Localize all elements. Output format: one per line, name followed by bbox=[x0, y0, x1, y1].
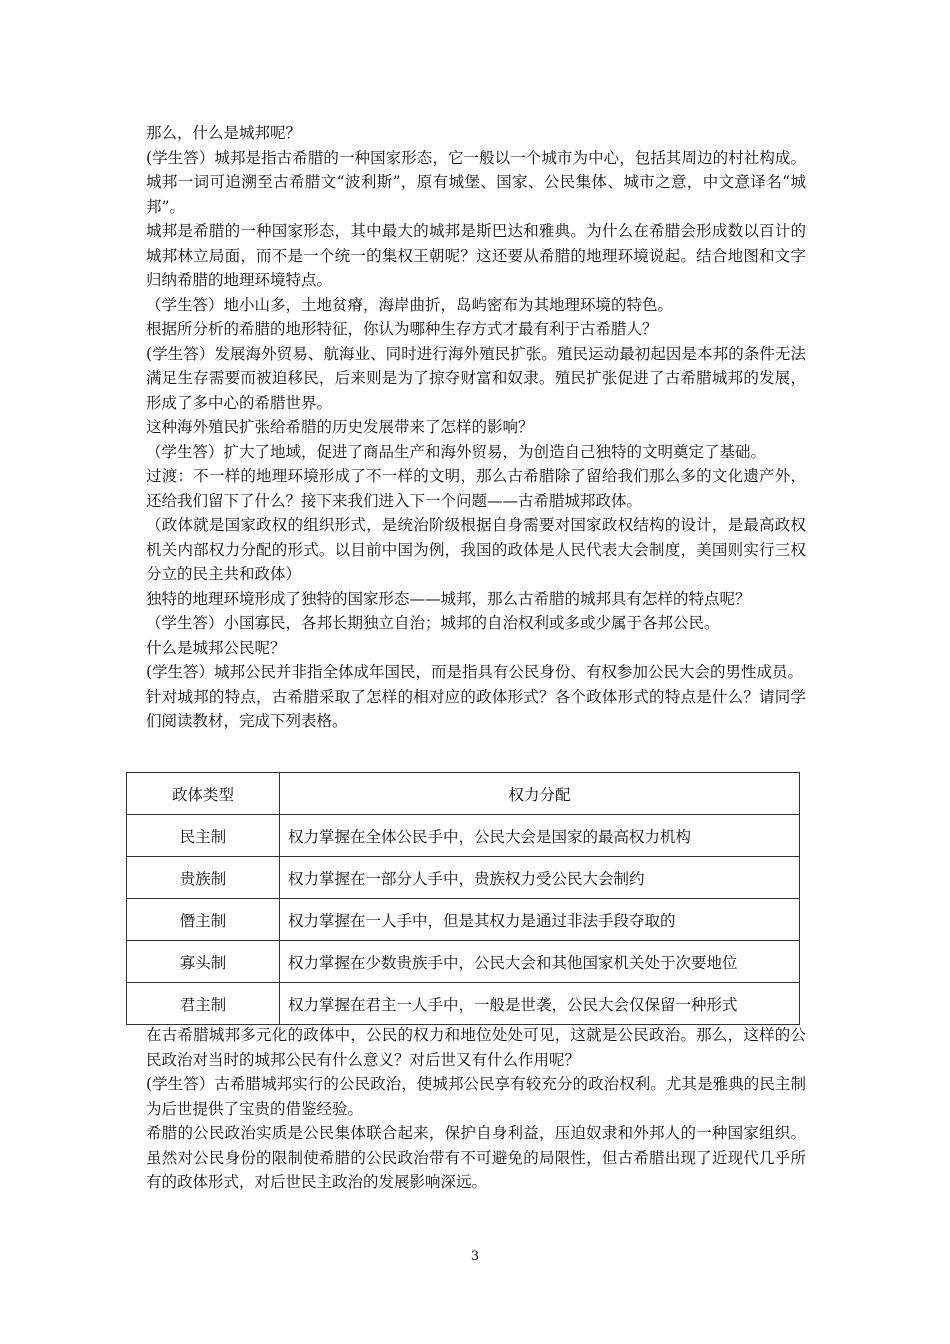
cell-power: 权力掌握在少数贵族手中，公民大会和其他国家机关处于次要地位 bbox=[280, 941, 800, 983]
table-row bbox=[127, 857, 800, 899]
paragraph: 根据所分析的希腊的地形特征，你认为哪种生存方式才最有利于古希腊人？ bbox=[146, 320, 658, 338]
paragraph: （政体就是国家政权的组织形式，是统治阶级根据自身需要对国家政权结构的设计，是最高政权机关内部权力分配的形式。以目前中国为例，我国的政体是人民代表大会制度，美国则实行三权分立的民主共和政体） bbox=[146, 516, 806, 583]
paragraph: 独特的地理环境形成了独特的国家形态——城邦，那么古希腊的城邦具有怎样的特点呢？ bbox=[146, 589, 751, 608]
column-header-type: 政体类型 bbox=[127, 773, 280, 815]
table-header-row bbox=[127, 773, 800, 815]
page-number: 3 bbox=[470, 1249, 480, 1264]
table-row bbox=[127, 899, 800, 941]
paragraph: （学生答）小国寡民，各邦长期独立自治；城邦的自治权利或多或少属于各邦公民。 bbox=[146, 614, 720, 632]
paragraph: 那么，什么是城邦呢？ bbox=[146, 124, 302, 142]
table-row bbox=[127, 983, 800, 1025]
paragraph: 希腊的公民政治实质是公民集体联合起来，保护自身利益，压迫奴隶和外邦人的一种国家组织。虽然对公民身份的限制使希腊的公民政治带有不可避免的局限性，但古希腊出现了近现代几乎所有的政体形式，对后世民主政治的发展影响深远。 bbox=[146, 1124, 806, 1191]
paragraph: 在古希腊城邦多元化的政体中，公民的权力和地位处处可见，这就是公民政治。那么，这样的公民政治对当时的城邦公民有什么意义？对后世又有什么作用呢？ bbox=[146, 1026, 806, 1069]
cell-type: 寡头制 bbox=[127, 941, 280, 983]
paragraph: 什么是城邦公民呢？ bbox=[146, 638, 286, 657]
paragraph: (学生答）城邦公民并非指全体成年国民，而是指具有公民身份、有权参加公民大会的男性成员。 bbox=[146, 663, 804, 681]
table-row bbox=[127, 815, 800, 857]
cell-type: 民主制 bbox=[127, 815, 280, 857]
paragraph: 针对城邦的特点，古希腊采取了怎样的相对应的政体形式？各个政体形式的特点是什么？请同学们阅读教材，完成下列表格。 bbox=[146, 687, 806, 730]
body-text-top bbox=[146, 121, 806, 734]
cell-type: 君主制 bbox=[127, 983, 280, 1025]
paragraph: 过渡：不一样的地理环境形成了不一样的文明，那么古希腊除了留给我们那么多的文化遗产外，还给我们留下了什么？接下来我们进入下一个问题——古希腊城邦政体。 bbox=[146, 467, 806, 510]
paragraph: (学生答）发展海外贸易、航海业、同时进行海外殖民扩张。殖民运动最初起因是本邦的条件无法满足生存需要而被迫移民，后来则是为了掠夺财富和奴隶。殖民扩张促进了古希腊城邦的发展，形成了多中心的希腊世界。 bbox=[146, 344, 806, 412]
cell-type: 僭主制 bbox=[127, 899, 280, 941]
column-header-power: 权力分配 bbox=[280, 773, 800, 815]
paragraph: （学生答）扩大了地域，促进了商品生产和海外贸易，为创造自己独特的文明奠定了基础。 bbox=[146, 442, 767, 461]
body-text-bottom bbox=[146, 1023, 806, 1195]
paragraph: (学生答）城邦是指古希腊的一种国家形态，它一般以一个城市为中心，包括其周边的村社构成。 城邦一词可追溯至古希腊文“波利斯”，原有城堡、国家、公民集体、城市之意，中文意译名“城邦”。 bbox=[146, 148, 806, 216]
paragraph: (学生答）古希腊城邦实行的公民政治，使城邦公民享有较充分的政治权利。尤其是雅典的民主制为后世提供了宝贵的借鉴经验。 bbox=[146, 1075, 806, 1118]
cell-power: 权力掌握在一人手中，但是其权力是通过非法手段夺取的 bbox=[280, 899, 800, 941]
paragraph: 这种海外殖民扩张给希腊的历史发展带来了怎样的影响？ bbox=[146, 418, 534, 436]
cell-power: 权力掌握在全体公民手中，公民大会是国家的最高权力机构 bbox=[280, 815, 800, 857]
cell-power: 权力掌握在一部分人手中，贵族权力受公民大会制约 bbox=[280, 857, 800, 899]
cell-type: 贵族制 bbox=[127, 857, 280, 899]
government-types-table bbox=[126, 772, 800, 1025]
cell-power: 权力掌握在君主一人手中，一般是世袭，公民大会仅保留一种形式 bbox=[280, 983, 800, 1025]
table-row bbox=[127, 941, 800, 983]
paragraph: （学生答）地小山多，土地贫瘠，海岸曲折，岛屿密布为其地理环境的特色。 bbox=[146, 295, 674, 314]
paragraph: 城邦是希腊的一种国家形态，其中最大的城邦是斯巴达和雅典。为什么在希腊会形成数以百计的城邦林立局面，而不是一个统一的集权王朝呢？这还要从希腊的地理环境说起。结合地图和文字归纳希腊的地理环境特点。 bbox=[146, 222, 806, 289]
